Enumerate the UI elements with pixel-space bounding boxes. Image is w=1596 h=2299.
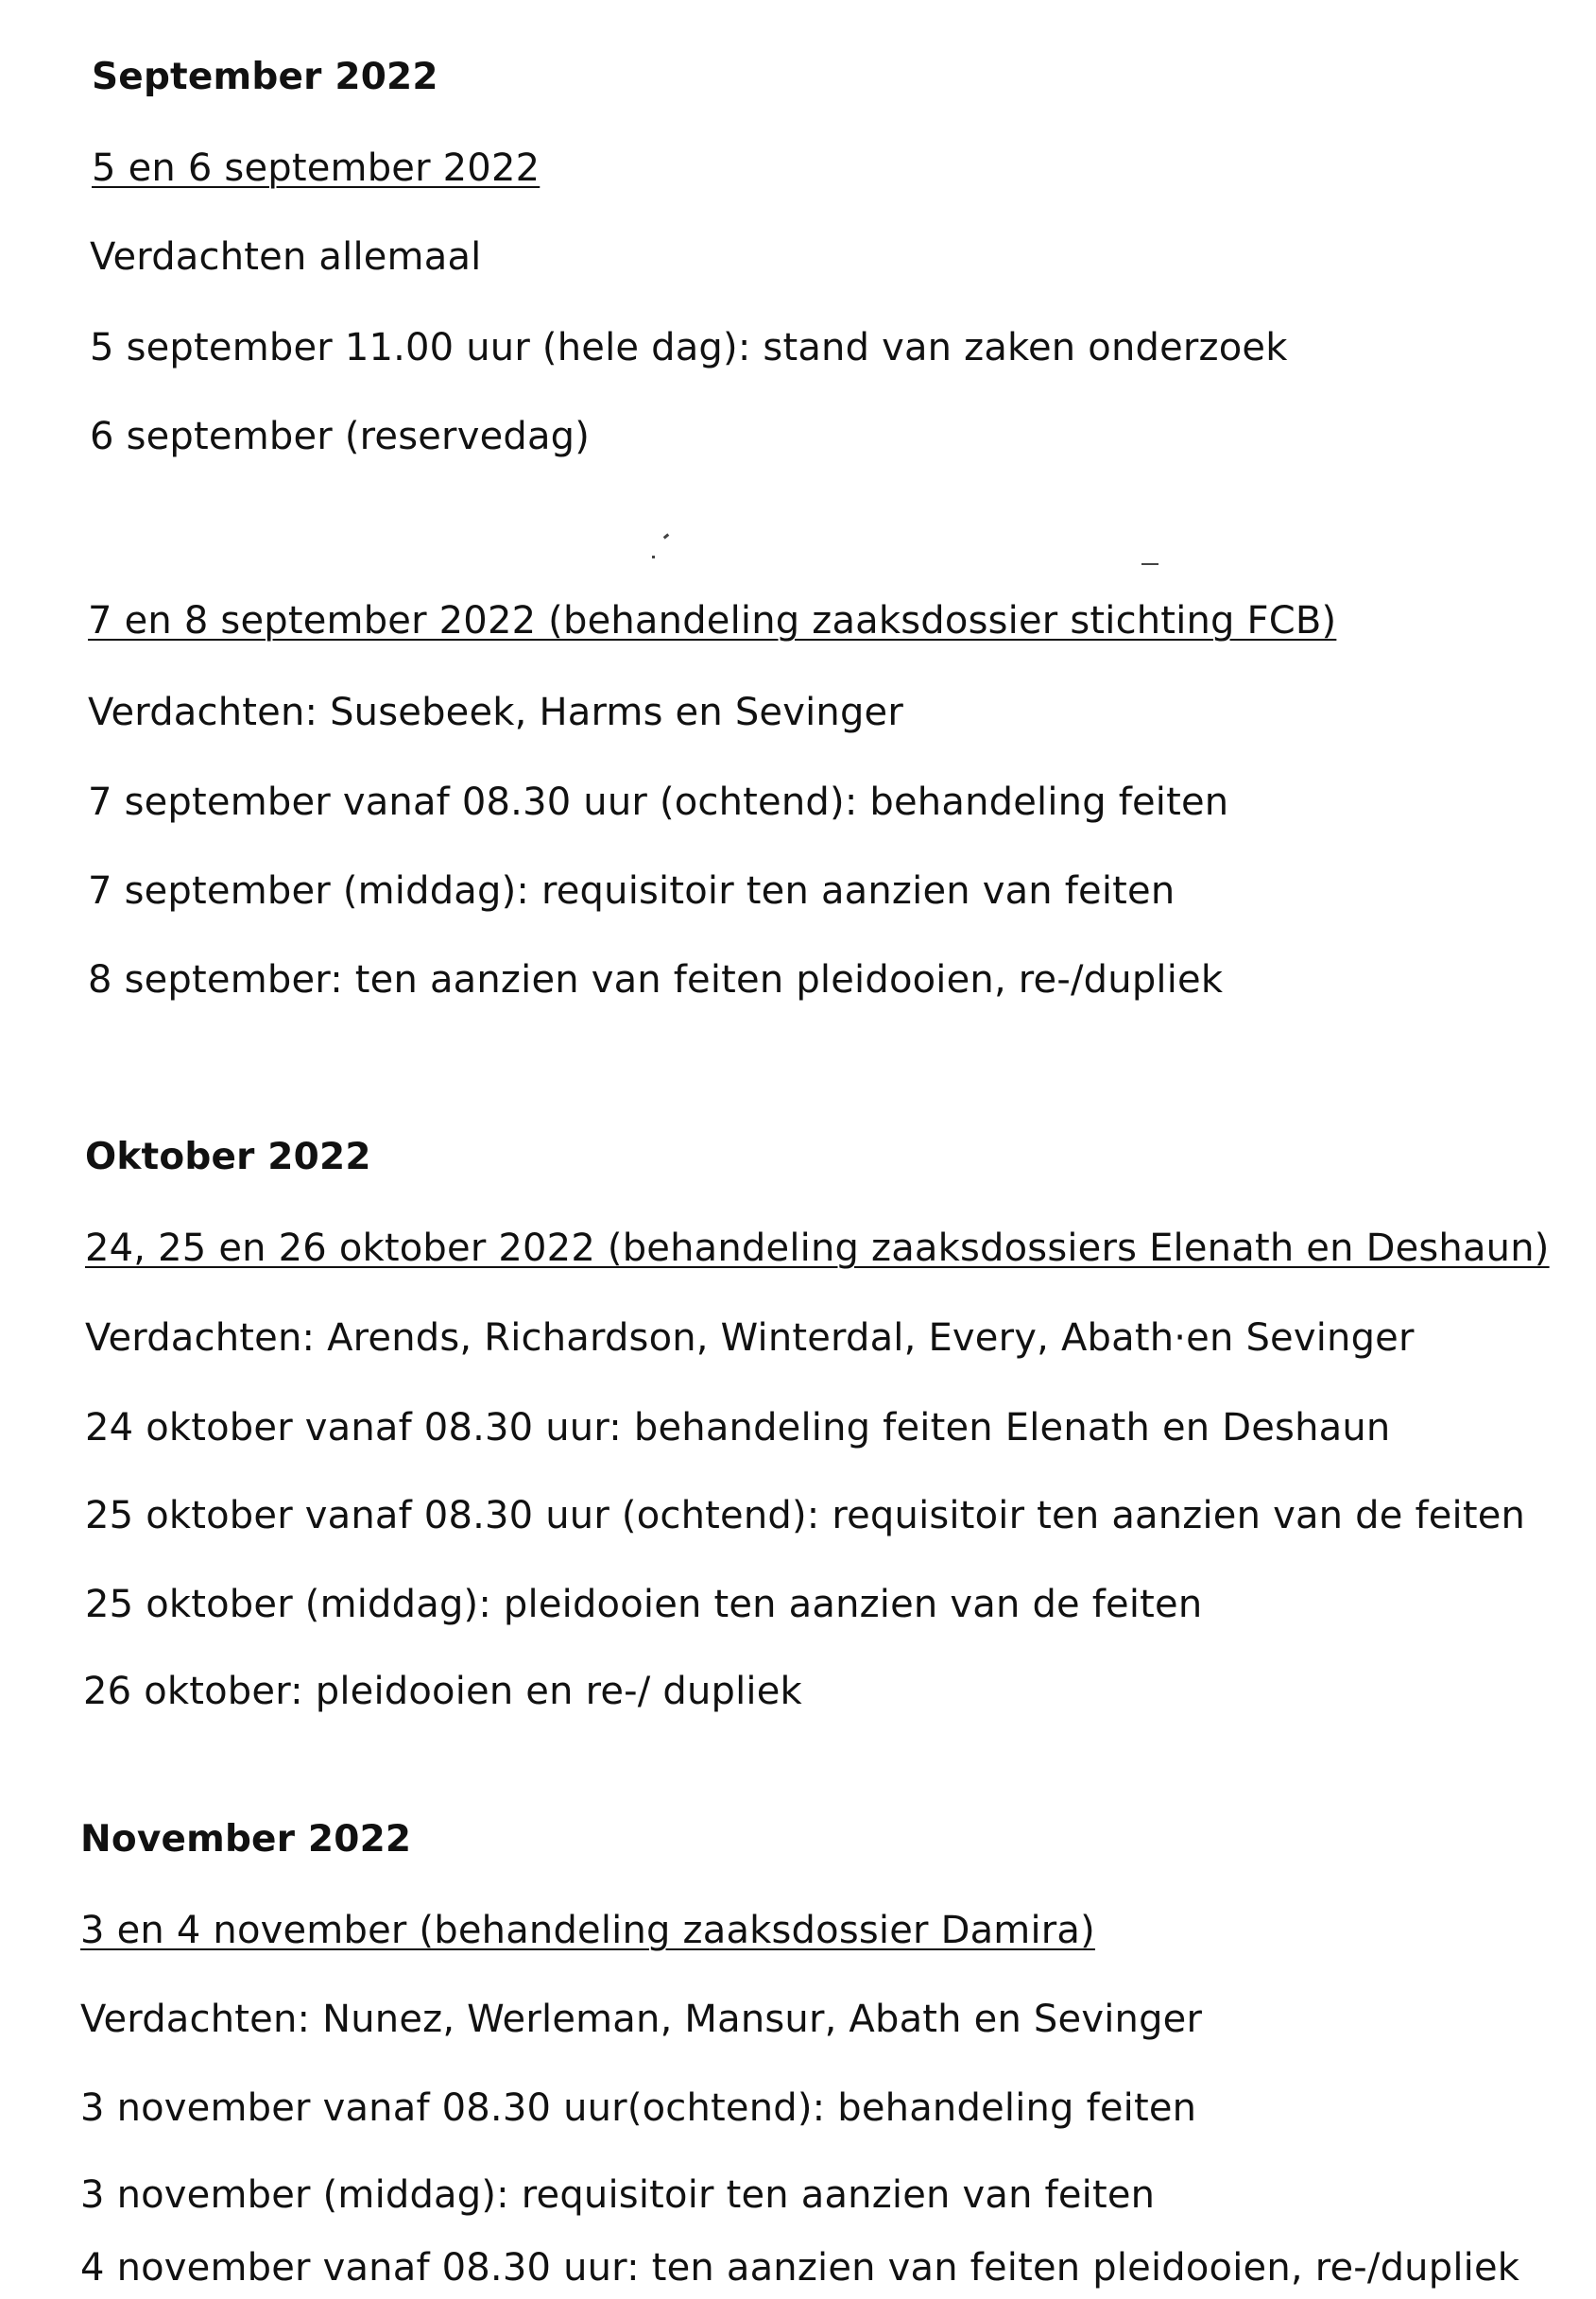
- block-line: Verdachten: Susebeek, Harms en Sevinger: [88, 691, 903, 734]
- block-title-3-4-november: 3 en 4 november (behandeling zaaksdossier Damira): [80, 1909, 1095, 1952]
- block-line: Verdachten: Nunez, Werleman, Mansur, Abath en Sevinger: [80, 1998, 1203, 2041]
- block-line: Verdachten allemaal: [90, 235, 482, 279]
- block-line: 6 september (reservedag): [90, 415, 591, 458]
- block-line: 7 september (middag): requisitoir ten aanzien van feiten: [88, 869, 1176, 913]
- block-line: 7 september vanaf 08.30 uur (ochtend): behandeling feiten: [88, 781, 1229, 824]
- scan-speck: [663, 533, 670, 539]
- block-line: 24 oktober vanaf 08.30 uur: behandeling feiten Elenath en Deshaun: [85, 1406, 1391, 1450]
- section-heading-november: November 2022: [80, 1818, 412, 1861]
- block-line: 5 september 11.00 uur (hele dag): stand van zaken onderzoek: [90, 326, 1288, 369]
- block-line: 25 oktober (middag): pleidooien ten aanzien van de feiten: [85, 1583, 1203, 1626]
- block-line: 8 september: ten aanzien van feiten pleidooien, re-/dupliek: [88, 958, 1224, 1002]
- section-heading-oktober: Oktober 2022: [85, 1136, 371, 1178]
- scan-speck: [1141, 563, 1158, 565]
- block-line: 4 november vanaf 08.30 uur: ten aanzien van feiten pleidooien, re-/dupliek: [80, 2246, 1520, 2290]
- scan-speck: [652, 556, 655, 558]
- section-heading-september: September 2022: [92, 56, 438, 98]
- block-line: 26 oktober: pleidooien en re-/ dupliek: [83, 1670, 802, 1713]
- block-title-24-25-26-oktober: 24, 25 en 26 oktober 2022 (behandeling zaaksdossiers Elenath en Deshaun): [85, 1227, 1550, 1270]
- block-title-5-6-september: 5 en 6 september 2022: [92, 146, 541, 190]
- block-line: 3 november vanaf 08.30 uur(ochtend): behandeling feiten: [80, 2086, 1197, 2130]
- block-line: 3 november (middag): requisitoir ten aanzien van feiten: [80, 2173, 1156, 2217]
- block-line: Verdachten: Arends, Richardson, Winterdal, Every, Abath·en Sevinger: [85, 1316, 1415, 1360]
- block-title-7-8-september: 7 en 8 september 2022 (behandeling zaaksdossier stichting FCB): [88, 599, 1337, 643]
- block-line: 25 oktober vanaf 08.30 uur (ochtend): requisitoir ten aanzien van de feiten: [85, 1494, 1526, 1537]
